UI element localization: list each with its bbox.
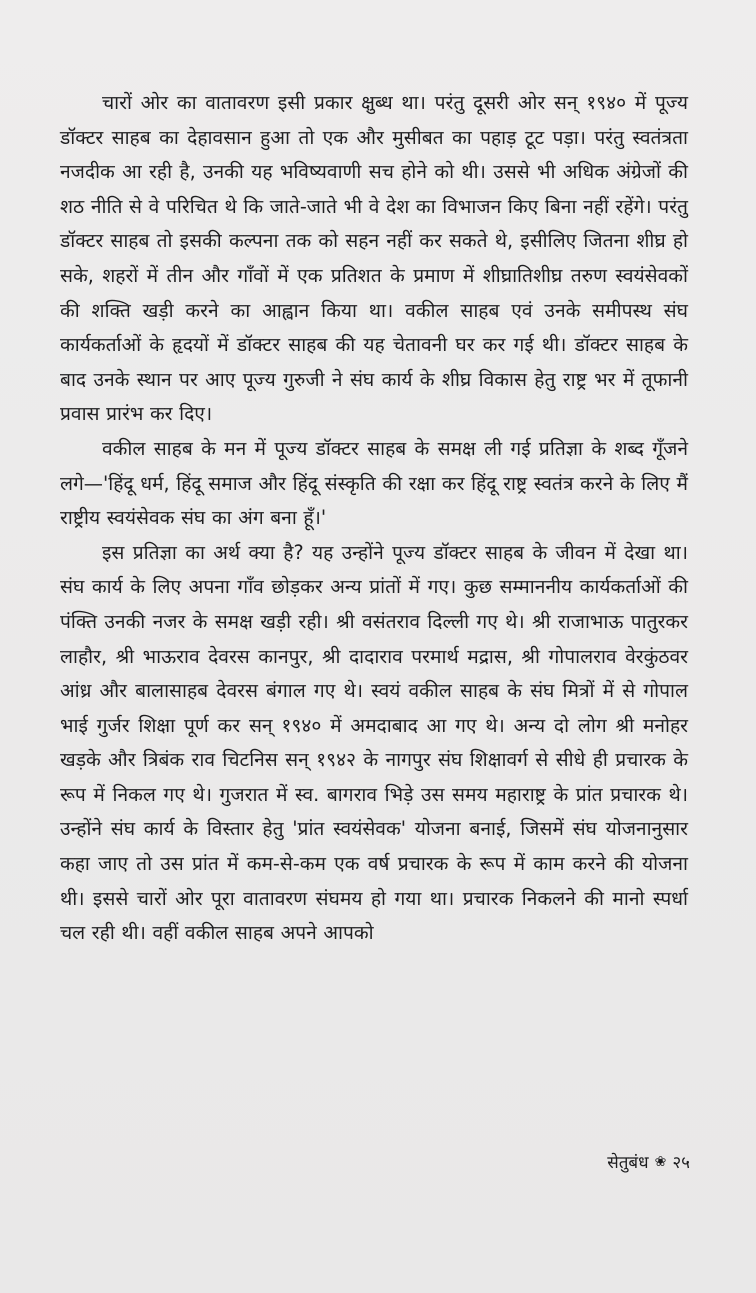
body-text	[60, 86, 688, 951]
paragraph-1: चारों ओर का वातावरण इसी प्रकार क्षुब्ध था। परंतु दूसरी ओर सन् १९४० में पूज्य डॉक्टर साहब का देहावसान हुआ तो एक और मुसीबत का पहाड़ टूट पड़ा। परंतु स्वतंत्रता नजदीक आ रही है, उनकी यह भविष्यवाणी सच होने को थी। उससे भी अधिक अंग्रेजों की शठ नीति से वे परिचित थे कि जाते-जाते भी वे देश का विभाजन किए बिना नहीं रहेंगे। परंतु डॉक्टर साहब तो इसकी कल्पना तक को सहन नहीं कर सकते थे, इसीलिए जितना शीघ्र हो सके, शहरों में तीन और गाँवों में एक प्रतिशत के प्रमाण में शीघ्रातिशीघ्र तरुण स्वयंसेवकों की शक्ति खड़ी करने का आह्वान किया था। वकील साहब एवं उनके समीपस्थ संघ कार्यकर्ताओं के हृदयों में डॉक्टर साहब की यह चेतावनी घर कर गई थी। डॉक्टर साहब के बाद उनके स्थान पर आए पूज्य गुरुजी ने संघ कार्य के शीघ्र विकास हेतु राष्ट्र भर में तूफानी प्रवास प्रारंभ कर दिए।	[60, 91, 688, 426]
flower-ornament-icon: ❀	[654, 1153, 667, 1170]
page-footer	[607, 1150, 690, 1173]
page-number: २५	[672, 1153, 690, 1173]
paragraph-3: इस प्रतिज्ञा का अर्थ क्या है? यह उन्होंने पूज्य डॉक्टर साहब के जीवन में देखा था। संघ कार्य के लिए अपना गाँव छोड़कर अन्य प्रांतों में गए। कुछ सम्माननीय कार्यकर्ताओं की पंक्ति उनकी नजर के समक्ष खड़ी रही। श्री वसंतराव दिल्ली गए थे। श्री राजाभाऊ पातुरकर लाहौर, श्री भाऊराव देवरस कानपुर, श्री दादाराव परमार्थ मद्रास, श्री गोपालराव वेरकुंठवर आंध्र और बालासाहब देवरस बंगाल गए थे। स्वयं वकील साहब के संघ मित्रों में से गोपाल भाई गुर्जर शिक्षा पूर्ण कर सन् १९४० में अमदाबाद आ गए थे। अन्य दो लोग श्री मनोहर खड़के और त्रिबंक राव चिटनिस सन् १९४२ के नागपुर संघ शिक्षावर्ग से सीधे ही प्रचारक के रूप में निकल गए थे। गुजरात में स्व. बागराव भिड़े उस समय महाराष्ट्र के प्रांत प्रचारक थे। उन्होंने संघ कार्य के विस्तार हेतु 'प्रांत स्वयंसेवक' योजना बनाई, जिसमें संघ योजनानुसार कहा जाए तो उस प्रांत में कम-से-कम एक वर्ष प्रचारक के रूप में काम करने की योजना थी। इससे चारों ओर पूरा वातावरण संघमय हो गया था। प्रचारक निकलने की मानो स्पर्धा चल रही थी। वहीं वकील साहब अपने आपको	[60, 540, 688, 945]
book-title: सेतुबंध	[607, 1153, 649, 1173]
paragraph-2: वकील साहब के मन में पूज्य डॉक्टर साहब के समक्ष ली गई प्रतिज्ञा के शब्द गूँजने लगे—'हिंदू धर्म, हिंदू समाज और हिंदू संस्कृति की रक्षा कर हिंदू राष्ट्र स्वतंत्र करने के लिए मैं राष्ट्रीय स्वयंसेवक संघ का अंग बना हूँ।'	[60, 436, 688, 530]
